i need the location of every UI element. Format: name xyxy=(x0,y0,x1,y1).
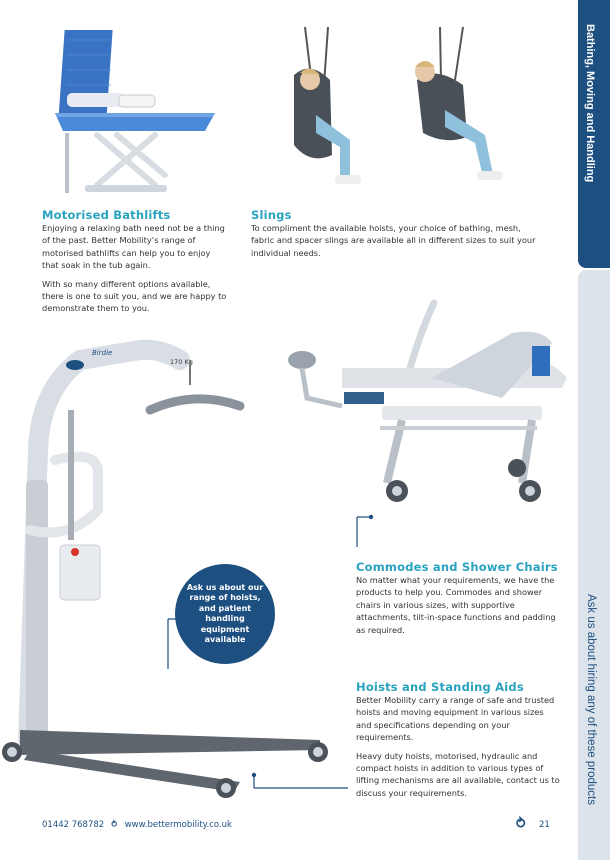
hoists-pointer-line xyxy=(248,770,353,795)
hoists-section xyxy=(356,680,561,805)
bathlifts-paragraph-2: With so many different options available, there is one to suit you, and we are happy to demonstrate them to you. xyxy=(42,278,227,314)
page-logo-icon: ⥁ xyxy=(515,816,527,832)
commodes-pointer-line xyxy=(350,512,380,552)
slings-paragraph: To compliment the available hoists, your choice of bathing, mesh, fabric and spacer slings are available all in different sizes to suit your individual needs. xyxy=(251,223,536,258)
slings-heading: Slings xyxy=(251,208,292,222)
hoists-callout-bubble xyxy=(175,564,275,664)
hoists-paragraph-1: Better Mobility carry a range of safe and trusted hoists and moving equipment in various sizes and specifications depending on your requirements. xyxy=(356,695,555,743)
callout-pointer-line xyxy=(160,614,180,674)
callout-text: Ask us about our range of hoists, and patient handling equipment available xyxy=(186,582,264,644)
bathlifts-section xyxy=(42,208,227,321)
hoists-paragraph-2: Heavy duty hoists, motorised, hydraulic and compact hoists in addition to various types of lifting mechanisms are all available, contact us to discuss your requirements. xyxy=(356,750,560,798)
footer-contact xyxy=(42,820,232,830)
commodes-section xyxy=(356,560,561,642)
footer-phone: 01442 768782 xyxy=(42,820,105,830)
footer-logo-icon: ⥁ xyxy=(110,820,119,830)
shower-chair-image xyxy=(282,288,577,508)
hoist-capacity-label: 170 Kg xyxy=(170,358,193,366)
bathlift-image xyxy=(55,25,225,200)
hire-message: Ask us about hiring any of these products xyxy=(585,594,597,805)
page-number: 21 xyxy=(539,820,550,830)
commodes-heading: Commodes and Shower Chairs xyxy=(356,560,558,574)
section-title: Bathing, Moving and Handling xyxy=(584,24,596,183)
sling-image-2 xyxy=(405,25,515,195)
sling-image-1 xyxy=(280,25,380,195)
footer-website-link[interactable]: www.bettermobility.co.uk xyxy=(124,820,232,830)
slings-section xyxy=(251,208,541,265)
bathlifts-paragraph-1: Enjoying a relaxing bath need not be a thing of the past. Better Mobility’s range of motorised bathlifts can help you to enjoy that soak in the tub again. xyxy=(42,223,225,271)
bathlifts-heading: Motorised Bathlifts xyxy=(42,208,171,222)
hoists-heading: Hoists and Standing Aids xyxy=(356,680,524,694)
hoist-boom-label: Birdie xyxy=(92,349,113,357)
commodes-paragraph: No matter what your requirements, we have the products to help you. Commodes and shower chairs in various sizes, with supportive attachments, tilt-in-space functions and padding as required. xyxy=(356,575,556,635)
